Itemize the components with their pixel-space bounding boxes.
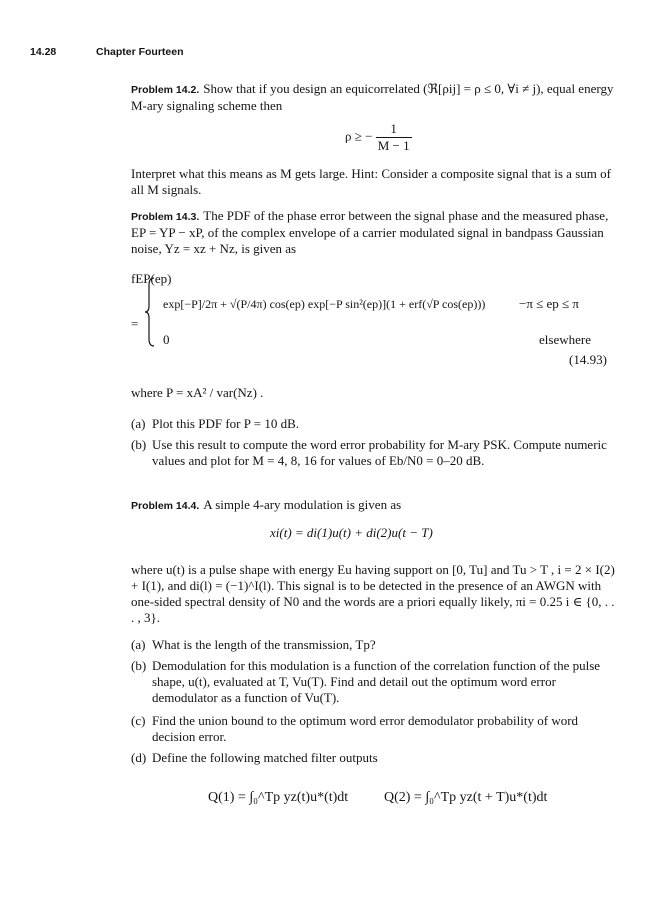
where-p-definition: where P = xA² / var(Nz) .: [131, 385, 264, 400]
modulation-equation: xi(t) = di(1)u(t) + di(2)u(t − T): [270, 525, 433, 540]
matched-filter-q2: Q(2) = ∫₀^Tp yz(t + T)u*(t)dt: [384, 790, 548, 805]
list-item: (b) Demodulation for this modulation is a function of the correlation function of the pulse shape, u(t), evaluated at T, Vu(T). Find and detail out the optimum word error demodulator as a function of Vu(T).: [131, 658, 601, 705]
pdf-lhs: fEP(ep): [131, 271, 172, 286]
chapter-title: Chapter Fourteen: [96, 46, 184, 58]
list-item: (a) Plot this PDF for P = 10 dB.: [131, 416, 299, 431]
list-item: (c) Find the union bound to the optimum word error demodulator probability of word decision error.: [131, 713, 579, 744]
list-item: (d) Define the following matched filter outputs: [131, 750, 378, 765]
problem-14-2-interpret: Interpret what this means as M gets large. Hint: Consider a composite signal that is a sum of all M signals.: [131, 166, 611, 197]
piecewise-brace: [145, 277, 155, 347]
problem-14-3: Problem 14.3. The PDF of the phase error between the signal phase and the measured phase, EP = YP − xP, of the complex envelope of a carrier modulated signal in bandpass Gaussian noise, Yz = xz + Nz, is given as: [131, 208, 609, 256]
equation-rho-bound: ρ ≥ − $\frac{1}{M - 1}$: [345, 121, 410, 153]
problem-14-4: Problem 14.4. A simple 4-ary modulation is given as: [131, 497, 402, 512]
page-number: 14.28: [30, 46, 57, 58]
pdf-case-1-condition: −π ≤ ep ≤ π: [519, 296, 579, 311]
problem-14-4-body: where u(t) is a pulse shape with energy Eu having support on [0, Tu] and Tu > T , i = 2 × I(2) + I(1), and di(l) = (−1)^I(l). This signal is to be detected in the presence of an AWGN with one-sided spectral density of N0 and the words are a priori equally likely, πi = 0.25 i ∈ {0, . . . , 3}.: [131, 562, 615, 625]
problem-14-2-label: Problem 14.2.: [131, 84, 200, 96]
list-item: (a) What is the length of the transmission, Tp?: [131, 637, 376, 652]
pdf-case-2-condition: elsewhere: [539, 332, 591, 347]
pdf-case-2: 0: [163, 332, 170, 347]
equals-sign: =: [131, 316, 139, 331]
equation-number: (14.93): [569, 352, 607, 367]
matched-filter-q1: Q(1) = ∫₀^Tp yz(t)u*(t)dt: [208, 790, 349, 805]
problem-14-2: [131, 81, 615, 114]
problem-14-3-label: Problem 14.3.: [131, 211, 200, 223]
list-item: (b) Use this result to compute the word error probability for M-ary PSK. Compute numeric values and plot for M = 4, 8, 16 for values of Eb/N0 = 0–20 dB.: [131, 437, 607, 468]
problem-14-2-intro: Problem 14.2. Show that if you design an equicorrelated (ℜ[ρij] = ρ ≤ 0, ∀i ≠ j), equal energy M-ary signaling scheme then: [131, 81, 614, 113]
problem-14-4-label: Problem 14.4.: [131, 500, 200, 512]
pdf-case-1: exp[−P]/2π + √(P/4π) cos(ep) exp[−P sin²(ep)](1 + erf(√P cos(ep))): [163, 297, 486, 311]
